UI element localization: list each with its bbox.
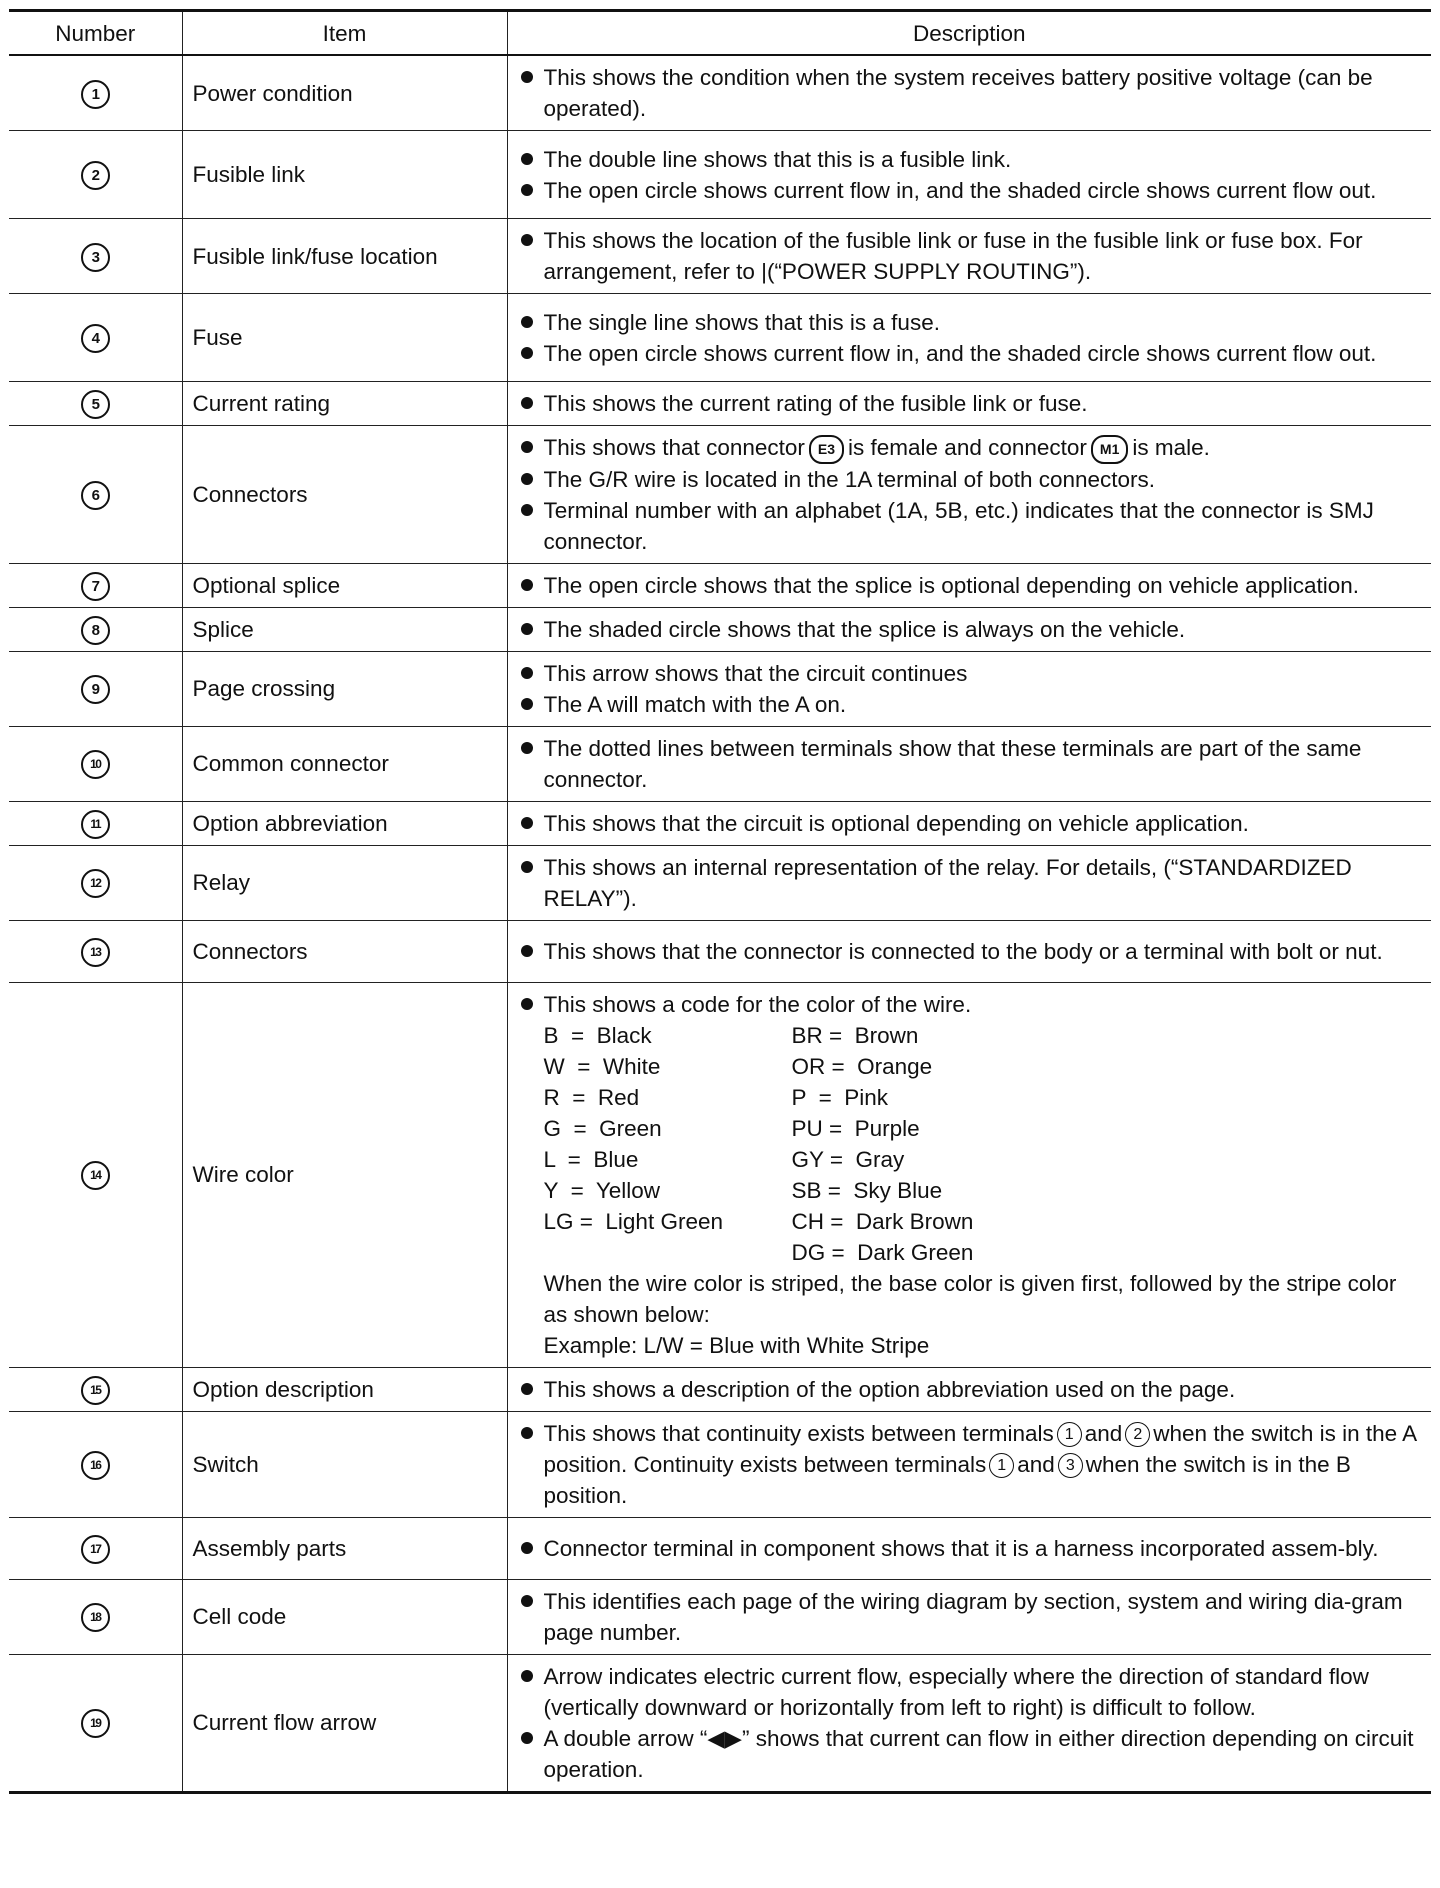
description-bullet: This arrow shows that the circuit continues	[518, 658, 1424, 689]
row-item-cell: Switch	[182, 1411, 507, 1517]
row-description-cell	[507, 426, 1431, 564]
row-description-cell	[507, 294, 1431, 382]
row-item-cell: Optional splice	[182, 563, 507, 607]
row-description-cell	[507, 131, 1431, 219]
wire-color-code: SB = Sky Blue	[791, 1177, 943, 1203]
row-item-cell: Cell code	[182, 1579, 507, 1654]
wire-color-code-list	[518, 1020, 1424, 1268]
description-bullet: The open circle shows that the splice is optional depending on vehicle application.	[518, 570, 1424, 601]
row-number-cell	[9, 1654, 182, 1792]
table-row	[9, 294, 1431, 382]
description-bullet: Connector terminal in component shows that it is a harness incorporated assem-bly.	[518, 1533, 1424, 1564]
circled-number-icon: 11	[81, 810, 110, 839]
row-item-cell: Connectors	[182, 920, 507, 982]
circled-number-icon: 17	[81, 1535, 110, 1564]
row-item-cell: Relay	[182, 845, 507, 920]
row-number-cell	[9, 131, 182, 219]
row-item-cell: Page crossing	[182, 651, 507, 726]
wire-color-code: B = Black	[543, 1022, 652, 1048]
row-number-cell	[9, 607, 182, 651]
terminal-number-icon: 1	[1057, 1422, 1082, 1447]
circled-number-icon: 10	[81, 750, 110, 779]
male-connector-icon: M1	[1091, 435, 1128, 464]
row-number-cell	[9, 726, 182, 801]
row-description-cell	[507, 982, 1431, 1367]
wire-color-code: P = Pink	[791, 1084, 889, 1110]
wire-color-code: R = Red	[543, 1084, 640, 1110]
wire-color-code: L = Blue	[543, 1146, 639, 1172]
wire-color-code: DG = Dark Green	[791, 1239, 974, 1265]
terminal-number-icon: 2	[1125, 1422, 1150, 1447]
row-number-cell	[9, 1517, 182, 1579]
row-number-cell	[9, 1367, 182, 1411]
row-number-cell	[9, 651, 182, 726]
row-number-cell	[9, 55, 182, 131]
row-item-cell: Wire color	[182, 982, 507, 1367]
row-description-cell	[507, 651, 1431, 726]
description-bullet: A double arrow “◀▶” shows that current can flow in either direction depending on circuit operation.	[518, 1723, 1424, 1785]
circled-number-icon: 15	[81, 1376, 110, 1405]
header-row	[9, 11, 1431, 56]
header-number: Number	[9, 11, 182, 56]
description-bullet: The double line shows that this is a fusible link.	[518, 144, 1424, 175]
circled-number-icon: 13	[81, 938, 110, 967]
row-number-cell	[9, 1411, 182, 1517]
bullet-text: and	[1084, 1420, 1123, 1446]
wire-color-code: G = Green	[543, 1115, 662, 1141]
table-row	[9, 982, 1431, 1367]
row-description-cell	[507, 1517, 1431, 1579]
description-bullet: This shows an internal representation of the relay. For details, (“STANDARDIZED RELAY”).	[518, 852, 1424, 914]
circled-number-icon: 3	[81, 243, 110, 272]
row-item-cell: Current rating	[182, 382, 507, 426]
description-bullet: The open circle shows current flow in, and the shaded circle shows current flow out.	[518, 338, 1424, 369]
description-bullet: The shaded circle shows that the splice is always on the vehicle.	[518, 614, 1424, 645]
table-row	[9, 382, 1431, 426]
circled-number-icon: 19	[81, 1709, 110, 1738]
row-description-cell	[507, 1654, 1431, 1792]
row-item-cell: Current flow arrow	[182, 1654, 507, 1792]
wire-color-code: GY = Gray	[791, 1146, 905, 1172]
wire-color-example: Example: L/W = Blue with White Stripe	[543, 1332, 930, 1358]
bullet-text: when the switch is in the A position. Continuity exists between terminals	[543, 1420, 1416, 1477]
row-number-cell	[9, 382, 182, 426]
table-row	[9, 845, 1431, 920]
description-bullet: The dotted lines between terminals show that these terminals are part of the same connector.	[518, 733, 1424, 795]
description-bullet: This shows the location of the fusible link or fuse in the fusible link or fuse box. For arrangement, refer to |(“POWER SUPPLY ROUTING”).	[518, 225, 1424, 287]
row-description-cell	[507, 801, 1431, 845]
description-bullet: This shows that the circuit is optional depending on vehicle application.	[518, 808, 1424, 839]
table-row	[9, 563, 1431, 607]
bullet-text: This shows that connector	[543, 435, 805, 460]
row-number-cell	[9, 1579, 182, 1654]
row-number-cell	[9, 426, 182, 564]
row-number-cell	[9, 563, 182, 607]
wire-color-code	[544, 1237, 792, 1268]
table-row	[9, 651, 1431, 726]
description-bullet: This shows a code for the color of the wire.	[518, 989, 1424, 1020]
table-row	[9, 920, 1431, 982]
table-row	[9, 131, 1431, 219]
description-bullet	[518, 432, 1424, 464]
bullet-text: is male.	[1132, 435, 1210, 460]
row-item-cell: Fusible link/fuse location	[182, 219, 507, 294]
wire-color-code: OR = Orange	[791, 1053, 933, 1079]
table-body	[9, 55, 1431, 1792]
description-bullet: This identifies each page of the wiring diagram by section, system and wiring dia-gram page number.	[518, 1586, 1424, 1648]
circled-number-icon: 6	[81, 481, 110, 510]
bullet-text: and	[1017, 1451, 1055, 1477]
row-number-cell	[9, 920, 182, 982]
table-row	[9, 1654, 1431, 1792]
description-bullet: This shows the condition when the system receives battery positive voltage (can be operated).	[518, 62, 1424, 124]
row-item-cell: Splice	[182, 607, 507, 651]
row-description-cell	[507, 607, 1431, 651]
circled-number-icon: 14	[81, 1161, 110, 1190]
description-bullet: This shows a description of the option abbreviation used on the page.	[518, 1374, 1424, 1405]
bullet-text: This shows that continuity exists between terminals	[543, 1420, 1054, 1446]
circled-number-icon: 5	[81, 390, 110, 419]
wiring-legend-table	[9, 9, 1431, 1794]
wire-color-code: LG = Light Green	[543, 1208, 723, 1234]
circled-number-icon: 4	[81, 324, 110, 353]
row-description-cell	[507, 55, 1431, 131]
header-item: Item	[182, 11, 507, 56]
circled-number-icon: 9	[81, 675, 110, 704]
row-description-cell	[507, 219, 1431, 294]
description-bullet: The open circle shows current flow in, and the shaded circle shows current flow out.	[518, 175, 1424, 206]
table-row	[9, 607, 1431, 651]
description-bullet: The G/R wire is located in the 1A terminal of both connectors.	[518, 464, 1424, 495]
table-row	[9, 1517, 1431, 1579]
table-row	[9, 426, 1431, 564]
row-number-cell	[9, 294, 182, 382]
circled-number-icon: 12	[81, 869, 110, 898]
table-row	[9, 1579, 1431, 1654]
description-bullet: This shows the current rating of the fusible link or fuse.	[518, 388, 1424, 419]
description-bullet: This shows that the connector is connected to the body or a terminal with bolt or nut.	[518, 936, 1424, 967]
description-bullet: Terminal number with an alphabet (1A, 5B, etc.) indicates that the connector is SMJ connector.	[518, 495, 1424, 557]
wire-color-code: PU = Purple	[791, 1115, 920, 1141]
row-description-cell	[507, 563, 1431, 607]
wire-color-note: When the wire color is striped, the base color is given first, followed by the stripe color as shown below:	[543, 1270, 1397, 1327]
terminal-number-icon: 3	[1058, 1453, 1083, 1478]
circled-number-icon: 7	[81, 572, 110, 601]
row-number-cell	[9, 982, 182, 1367]
row-item-cell: Power condition	[182, 55, 507, 131]
circled-number-icon: 16	[81, 1451, 110, 1480]
row-description-cell	[507, 1579, 1431, 1654]
table-header	[9, 11, 1431, 56]
row-item-cell: Connectors	[182, 426, 507, 564]
row-number-cell	[9, 801, 182, 845]
row-item-cell: Fusible link	[182, 131, 507, 219]
row-description-cell	[507, 382, 1431, 426]
table-row	[9, 55, 1431, 131]
row-number-cell	[9, 845, 182, 920]
female-connector-icon: E3	[809, 435, 844, 464]
row-description-cell	[507, 1411, 1431, 1517]
row-description-cell	[507, 845, 1431, 920]
wire-color-code: W = White	[543, 1053, 661, 1079]
wire-color-code: Y = Yellow	[543, 1177, 661, 1203]
row-item-cell: Assembly parts	[182, 1517, 507, 1579]
row-item-cell: Option description	[182, 1367, 507, 1411]
table-row	[9, 1367, 1431, 1411]
row-number-cell	[9, 219, 182, 294]
description-bullet: Arrow indicates electric current flow, especially where the direction of standard flow (vertically downward or horizontally from left to right) is difficult to follow.	[518, 1661, 1424, 1723]
row-description-cell	[507, 726, 1431, 801]
circled-number-icon: 8	[81, 616, 110, 645]
circled-number-icon: 2	[81, 161, 110, 190]
row-description-cell	[507, 920, 1431, 982]
row-item-cell: Option abbreviation	[182, 801, 507, 845]
row-item-cell: Fuse	[182, 294, 507, 382]
circled-number-icon: 18	[81, 1603, 110, 1632]
wire-color-code: CH = Dark Brown	[791, 1208, 974, 1234]
description-bullet	[518, 1418, 1424, 1511]
description-bullet: The A will match with the A on.	[518, 689, 1424, 720]
table-row	[9, 801, 1431, 845]
wire-color-code: BR = Brown	[791, 1022, 919, 1048]
description-bullet: The single line shows that this is a fuse.	[518, 307, 1424, 338]
table-row	[9, 1411, 1431, 1517]
bullet-text: is female and connector	[848, 435, 1087, 460]
header-description: Description	[507, 11, 1431, 56]
terminal-number-icon: 1	[989, 1453, 1014, 1478]
bullet-text: when the switch is in the B position.	[543, 1451, 1351, 1508]
circled-number-icon: 1	[81, 80, 110, 109]
row-item-cell: Common connector	[182, 726, 507, 801]
table-row	[9, 219, 1431, 294]
row-description-cell	[507, 1367, 1431, 1411]
table-row	[9, 726, 1431, 801]
